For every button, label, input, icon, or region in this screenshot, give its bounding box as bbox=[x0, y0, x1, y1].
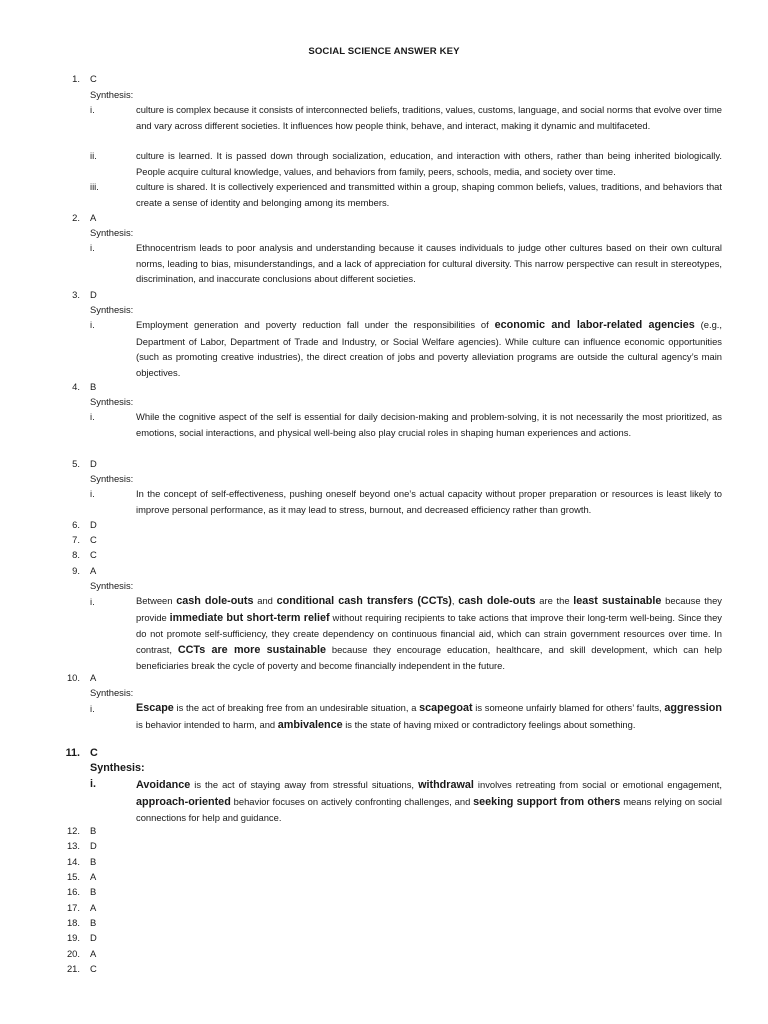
synthesis-text: culture is learned. It is passed down through socialization, education, and interaction with others, rather than being inherited biologically. People acquire cultural knowledge, values, and behaviors from family, peers, schools, media, and society over time. bbox=[136, 150, 722, 177]
item-answer: A bbox=[90, 948, 97, 959]
key-term: aggression bbox=[664, 702, 722, 714]
key-term: seeking support from others bbox=[473, 795, 621, 808]
synthesis-text: culture is shared. It is collectively experienced and transmitted within a group, shaping common beliefs, values, traditions, and behaviors that create a sense of identity and belonging among its members. bbox=[136, 181, 722, 208]
key-term: Escape bbox=[136, 702, 174, 714]
item-answer: C bbox=[90, 534, 97, 545]
item-answer: B bbox=[90, 917, 97, 928]
item-number: 20. bbox=[66, 948, 80, 959]
item-answer: D bbox=[90, 932, 97, 943]
key-term: economic and labor-related agencies bbox=[494, 319, 695, 331]
synthesis-text: Avoidance is the act of staying away from stressful situations, withdrawal involves retreating from social or emotional engagement, approach-oriented behavior focuses on actively confronting challenges, and seeking support from others means relying on social connections for help and guidance. bbox=[136, 779, 722, 823]
synthesis-text: While the cognitive aspect of the self is essential for daily decision-making and problem-solving, it is not necessarily the most prioritized, as emotions, social interactions, and physical well-being also play crucial roles in shaping human experiences and actions. bbox=[136, 411, 722, 438]
key-term: withdrawal bbox=[418, 779, 474, 791]
key-term: ambivalence bbox=[277, 718, 343, 731]
roman-numeral: i. bbox=[90, 778, 96, 790]
key-term: cash dole-outs bbox=[458, 595, 536, 607]
item-answer: C bbox=[90, 73, 97, 84]
synthesis-text: Between cash dole-outs and conditional cash transfers (CCTs), cash dole-outs are the least sustainable because they provide immediate but short-term relief without requiring recipients to take actions that improve their long-term well-being. Since they do not promote self-sufficiency, they create dependency on continuous financial aid, which can strain government resources over time. In contrast, CCTs are more sustainable because they encourage education, healthcare, and skill development, which can help beneficiaries break the cycle of poverty and become financially independent in the future. bbox=[136, 595, 722, 671]
roman-numeral: i. bbox=[90, 319, 95, 330]
item-number: 15. bbox=[66, 871, 80, 882]
item-answer: D bbox=[90, 519, 97, 530]
item-answer: A bbox=[90, 871, 97, 882]
roman-numeral: i. bbox=[90, 488, 95, 499]
key-term: Avoidance bbox=[136, 779, 191, 791]
synthesis-text: Ethnocentrism leads to poor analysis and understanding because it causes individuals to judge other cultures based on their own cultural norms, leading to bias, misunderstandings, and a lack of appreciation for cultural diversity. This narrow perspective can result in stereotypes, discrimination, and inaccurate conclusions about different societies. bbox=[136, 242, 722, 284]
item-answer: B bbox=[90, 381, 97, 392]
synthesis-label: Synthesis: bbox=[90, 304, 134, 315]
item-answer: B bbox=[90, 825, 97, 836]
item-answer: C bbox=[90, 963, 97, 974]
roman-numeral: i. bbox=[90, 596, 95, 607]
item-answer: A bbox=[90, 565, 97, 576]
item-number: 16. bbox=[66, 886, 80, 897]
item-number: 12. bbox=[66, 825, 80, 836]
item-number: 21. bbox=[66, 963, 80, 974]
item-number: 13. bbox=[66, 840, 80, 851]
key-term: CCTs are more sustainable bbox=[177, 643, 327, 656]
item-number: 7. bbox=[72, 534, 80, 545]
roman-numeral: i. bbox=[90, 411, 95, 422]
synthesis-text: Employment generation and poverty reduction fall under the responsibilities of economic and labor-related agencies (e.g., Department of Labor, Department of Trade and Industry, or Social Welfare agencies). While culture can influence economic opportunities (such as promoting creative industries), the direct creation of jobs and poverty alleviation programs are outside the cultural agency’s main objectives. bbox=[136, 319, 722, 378]
item-answer: D bbox=[90, 289, 97, 300]
item-number: 2. bbox=[72, 212, 80, 223]
item-answer: A bbox=[90, 902, 97, 913]
item-answer: D bbox=[90, 840, 97, 851]
item-answer: B bbox=[90, 886, 97, 897]
item-number: 18. bbox=[66, 917, 80, 928]
item-number: 1. bbox=[72, 73, 80, 84]
item-number: 11. bbox=[65, 747, 80, 759]
roman-numeral: iii. bbox=[90, 181, 99, 192]
roman-numeral: i. bbox=[90, 703, 95, 714]
item-number: 5. bbox=[72, 458, 80, 469]
synthesis-label: Synthesis: bbox=[90, 580, 134, 591]
synthesis-label: Synthesis: bbox=[90, 473, 134, 484]
synthesis-text: Escape is the act of breaking free from an undesirable situation, a scapegoat is someone unfairly blamed for others’ faults, aggression is behavior intended to harm, and ambivalence is the state of having mixed or contradictory feelings about something. bbox=[136, 702, 722, 731]
key-term: immediate but short-term relief bbox=[169, 611, 330, 624]
page-title: SOCIAL SCIENCE ANSWER KEY bbox=[308, 46, 460, 57]
item-answer: B bbox=[90, 856, 97, 867]
synthesis-label: Synthesis: bbox=[90, 89, 134, 100]
roman-numeral: i. bbox=[90, 242, 95, 253]
key-term: cash dole-outs bbox=[176, 595, 254, 607]
item-number: 3. bbox=[72, 289, 80, 300]
item-number: 10. bbox=[66, 672, 80, 683]
roman-numeral: i. bbox=[90, 104, 95, 115]
key-term: conditional cash transfers (CCTs) bbox=[276, 595, 452, 607]
synthesis-label: Synthesis: bbox=[90, 396, 134, 407]
key-term: scapegoat bbox=[419, 702, 473, 714]
item-number: 4. bbox=[72, 381, 80, 392]
item-number: 9. bbox=[72, 565, 80, 576]
synthesis-text: culture is complex because it consists of interconnected beliefs, traditions, values, customs, language, and social norms that evolve over time and vary across different societies. It influences how people think, behave, and interact, making it dynamic and multifaceted. bbox=[136, 104, 722, 131]
item-number: 8. bbox=[72, 549, 80, 560]
synthesis-label: Synthesis: bbox=[90, 687, 134, 698]
key-term: least sustainable bbox=[573, 595, 662, 607]
item-answer: C bbox=[90, 747, 98, 759]
roman-numeral: ii. bbox=[90, 150, 97, 161]
item-number: 6. bbox=[72, 519, 80, 530]
item-answer: A bbox=[90, 672, 97, 683]
item-number: 14. bbox=[66, 856, 80, 867]
synthesis-label: Synthesis: bbox=[90, 762, 145, 774]
synthesis-label: Synthesis: bbox=[90, 227, 134, 238]
key-term: approach-oriented bbox=[136, 795, 231, 808]
item-answer: D bbox=[90, 458, 97, 469]
item-number: 19. bbox=[66, 932, 80, 943]
item-answer: A bbox=[90, 212, 97, 223]
item-answer: C bbox=[90, 549, 97, 560]
item-number: 17. bbox=[66, 902, 80, 913]
synthesis-text: In the concept of self-effectiveness, pushing oneself beyond one’s actual capacity without proper preparation or resources is least likely to improve personal performance, as it may lead to stress, burnout, and decreased efficiency rather than growth. bbox=[136, 488, 722, 515]
